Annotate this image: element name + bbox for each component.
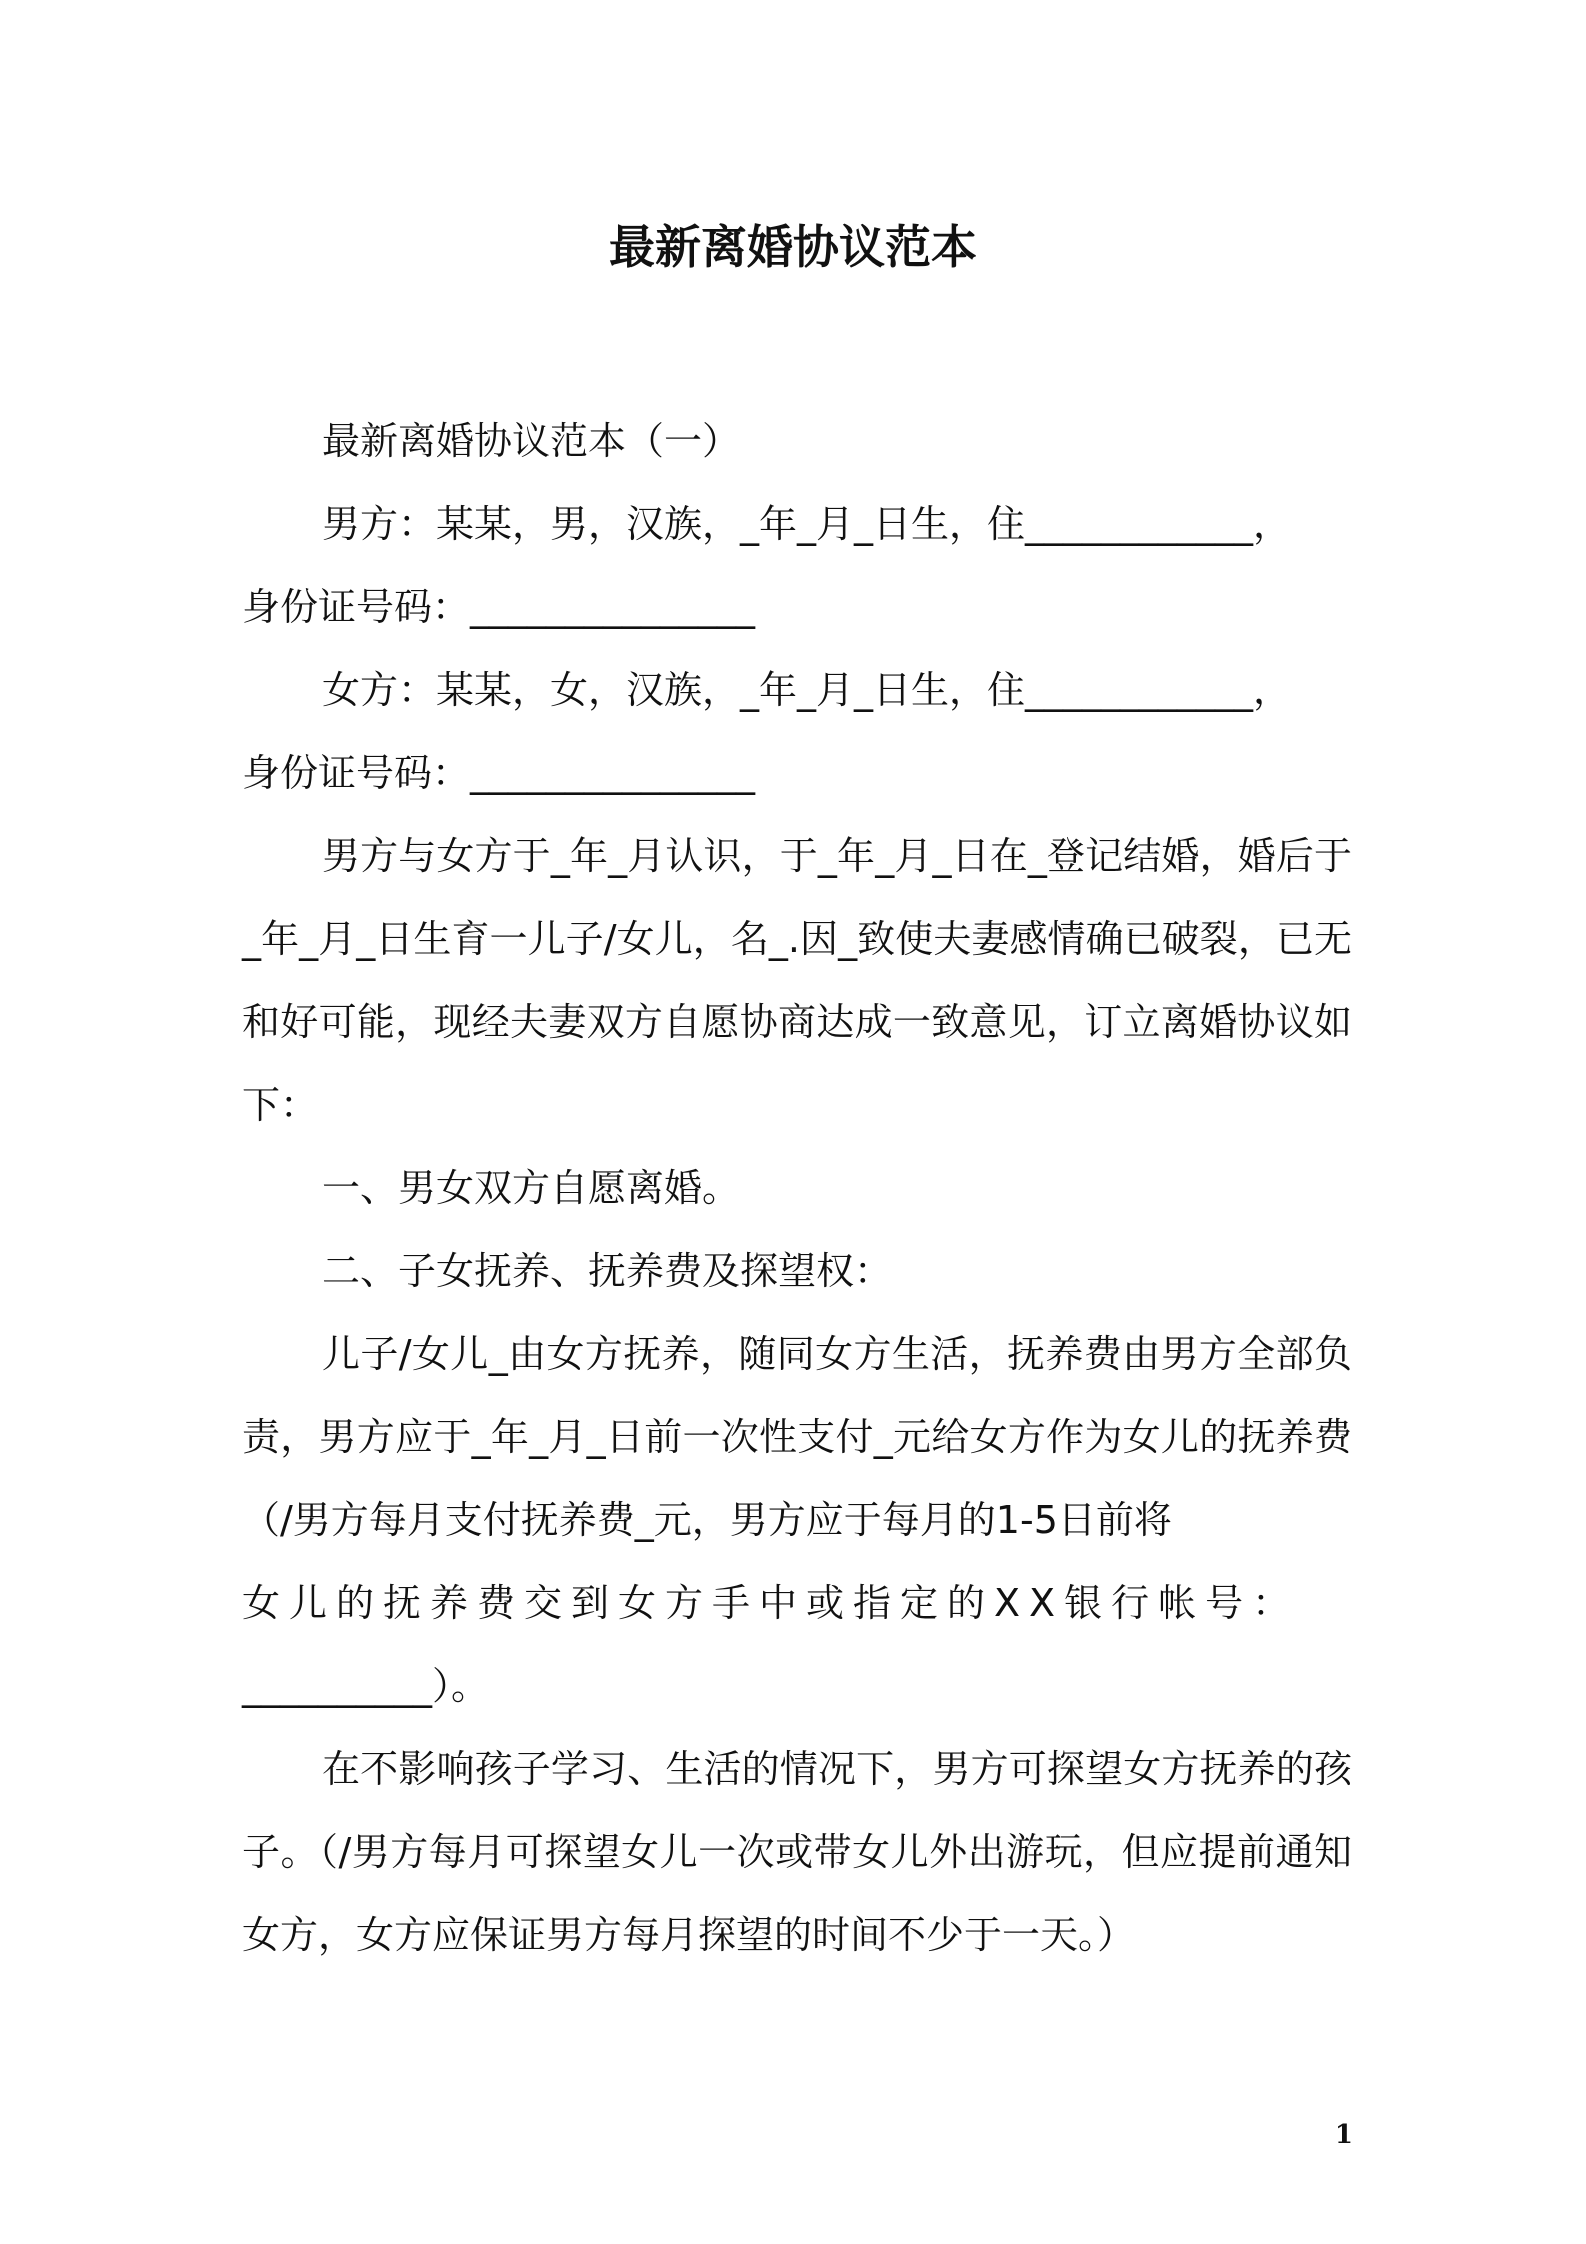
male-party-id: 身份证号码：_______________	[242, 585, 756, 629]
document-body	[242, 400, 1352, 1977]
section-heading: 最新离婚协议范本（一）	[322, 419, 741, 463]
page-number: 1	[1334, 2120, 1353, 2150]
visitation-paragraph: 在不影响孩子学习、生活的情况下，男方可探望女方抚养的孩子。（/男方每月可探望女儿一次或带女儿外出游玩，但应提前通知女方，女方应保证男方每月探望的时间不少于一天。）	[242, 1747, 1352, 1957]
clause-2: 二、子女抚养、抚养费及探望权：	[322, 1249, 893, 1293]
clause-1: 一、男女双方自愿离婚。	[322, 1166, 741, 1210]
male-party-info: 男方：某某，男，汉族，_年_月_日生，住____________，	[322, 502, 1292, 546]
custody-paragraph-end: __________）。	[242, 1664, 490, 1708]
custody-paragraph-bank: 女儿的抚养费交到女方手中或指定的XX银行帐号：	[242, 1581, 1300, 1625]
custody-paragraph: 儿子/女儿_由女方抚养，随同女方生活，抚养费由男方全部负责，男方应于_年_月_日前一次性支付_元给女方作为女儿的抚养费（/男方每月支付抚养费_元，男方应于每月的1-5日前将	[242, 1332, 1352, 1542]
document-title: 最新离婚协议范本	[609, 220, 977, 274]
female-party-id: 身份证号码：_______________	[242, 751, 756, 795]
female-party-info: 女方：某某，女，汉族，_年_月_日生，住____________，	[322, 668, 1292, 712]
background-paragraph: 男方与女方于_年_月认识，于_年_月_日在_登记结婚，婚后于_年_月_日生育一儿子/女儿，名_.因_致使夫妻感情确已破裂，已无和好可能，现经夫妻双方自愿协商达成一致意见，订立离婚协议如下：	[242, 834, 1352, 1127]
